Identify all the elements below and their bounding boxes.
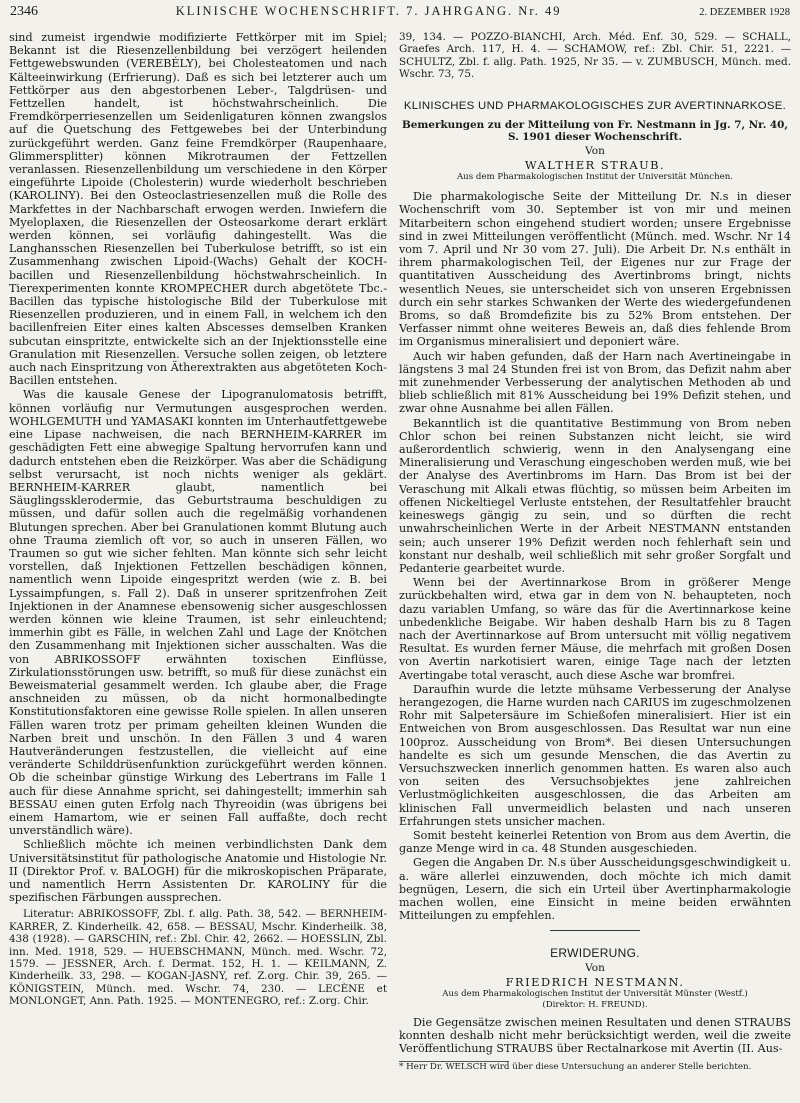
article-paragraph-7: Gegen die Angaben Dr. N.s über Ausscheidungsgeschwindigkeit u. a. wäre allerlei einzuwenden, doch möchte ich mich damit begnügen, Lesern, die sich ein Urteil über Avertinpharmakologie machen wollen, eine Einsicht in meine beiden erwähnten Mitteilungen zu empfehlen. (399, 856, 791, 923)
left-column (9, 31, 387, 1099)
reply-institute-line-2: (Direktor: H. FREUND). (542, 999, 648, 1010)
article-paragraph-5: Daraufhin wurde die letzte mühsame Verbesserung der Analyse herangezogen, die Harne wurden nach CARIUS im zugeschmolzenen Rohr mit Salpetersäure im Schießofen mineralisiert. Hier ist ein Entweichen von Brom ausgeschlossen. Das Resultat war nun eine 100proz. Ausscheidung von Brom*. Bei diesen Untersuchungen handelte es sich um gesunde Menschen, die das Avertin zu Versuchszwecken innerlich genommen hatten. Es waren also auch von seiten des Versuchsobjektes jene zahlreichen Verlustmöglichkeiten ausgeschlossen, die das Arbeiten am klinischen Fall unvermeidlich belasten und nach unseren Erfahrungen stets unsicher machen. (399, 682, 791, 828)
page-header (10, 4, 790, 28)
article-paragraph-4: Wenn bei der Avertinnarkose Brom in größerer Menge zurückbehalten wird, etwa gar in dem von N. behaupteten, noch dazu variablen Umfang, so wäre das für die Avertinnarkose keine unbedenkliche Beigabe. Wir haben deshalb Harn bis zu 8 Tagen nach der Avertinnarkose auf Brom untersucht mit völlig negativem Resultat. Es wurden ferner Mäuse, die mehrfach mit großen Dosen von Avertin narkotisiert waren, einige Tage nach der letzten Avertingabe total verascht, auch diese Asche war bromfrei. (399, 576, 791, 682)
reply-title: ERWIDERUNG. (550, 946, 640, 961)
article-paragraph-1: Die pharmakologische Seite der Mitteilung Dr. N.s in dieser Wochenschrift vom 30. September ist von mir und meinen Mitarbeitern schon eingehend studiert worden; unsere Ergebnisse sind in zwei Mitteilungen veröffentlicht (Münch. med. Wschr. Nr 14 vom 7. April und Nr 30 vom 27. Juli). Die Arbeit Dr. N.s enthält in ihrem pharmakologischen Teil, der Eigenes nur zur Frage der quantitativen Ausscheidung des Avertinbroms bringt, nichts wesentlich Neues, sie unterscheidet sich von unseren Ergebnissen durch ein sehr starkes Schwanken der Werte des wiedergefundenen Broms, so daß Bromdefizite bis zu 52% Brom entstehen. Der Verfasser nimmt ohne weiteres Beweis an, daß dies fehlende Brom im Organismus mineralisiert und deponiert wäre. (399, 190, 791, 349)
reply-institute-line-1: Aus dem Pharmakologischen Institut der Universität Münster (Westf.) (442, 989, 748, 999)
article-paragraph-6: Somit besteht keinerlei Retention von Brom aus dem Avertin, die ganze Menge wird in ca. 48 Stunden ausgeschieden. (399, 828, 791, 856)
right-column (399, 31, 791, 1099)
left-paragraph-2: Was die kausale Genese der Lipogranulomatosis betrifft, können vorläufig nur Vermutungen ausgesprochen werden. WOHLGEMUTH und YAMASAKI konnten im Unterhautfettgewebe eine Lipase nachweisen, die nach BERNHEIM-KARRER im geschädigten Fett eine abwegige Spaltung hervorrufen kann und dadurch entstehen eben die Reizkörper. Was aber die Schädigung selbst verursacht, ist noch nichts weniger als geklärt. BERNHEIM-KARRER glaubt, namentlich bei Säuglingssklerodermie, das Geburtstrauma beschuldigen zu müssen, und dafür sollen auch die regelmäßig vorhandenen Blutungen sprechen. Aber bei Granulationen kommt Blutung auch ohne Trauma ziemlich oft vor, so auch in unseren Fällen, wo Traumen so gut wie sicher fehlten. Man könnte sich sehr leicht vorstellen, daß Injektionen Fettzellen beschädigen können, namentlich wenn Lipoide eingespritzt werden (wie z. B. bei Lyssaimpfungen, s. Fall 2). Daß in unserer spritzenfrohen Zeit Injektionen in der Anamnese ebensowenig sicher ausgeschlossen werden können wie kleine Traumen, ist sehr einleuchtend; immerhin gibt es Fälle, in welchen Zahl und Lage der Knötchen den Zusammenhang mit Injektionen sicher ausschalten. Was die von ABRIKOSSOFF erwähnten toxischen Einflüsse, Zirkulationsstörungen usw. betrifft, so muß für diese zunächst ein Beweismaterial gesammelt werden. Ich glaube aber, die Frage anschneiden zu müssen, ob da nicht hormonalbedingte Konstitutionsfaktoren eine gewisse Rolle spielen. In allen unseren Fällen waren trotz per primam geheilten kleinen Wunden die Narben breit und unschön. In den Fällen 3 und 4 waren Hautveränderungen festzustellen, die vielleicht auf eine veränderte Schilddrüsenfunktion zurückgeführt werden können. Ob die scheinbar günstige Wirkung des Lebertrans im Falle 1 auch für diese Annahme spricht, sei dahingestellt; immerhin sah BESSAU einen guten Erfolg nach Thyreoidin (was übrigens bei einem Hamartom, wie er seinen Fall auffaßte, doch recht unverständlich wäre). (9, 388, 387, 838)
article-byline-von: Von (585, 144, 605, 157)
reply-paragraph: Die Gegensätze zwischen meinen Resultaten und denen STRAUBS konnten deshalb nicht mehr berücksichtigt werden, weil die zweite Veröffentlichung STRAUBS über Rectalnarkose mit Avertin (II. Aus- (399, 1016, 791, 1056)
article-title: KLINISCHES UND PHARMAKOLOGISCHES ZUR AVERTINNARKOSE. (403, 99, 787, 112)
literature-list-continued: 39, 134. — POZZO-BIANCHI, Arch. Méd. Enf. 30, 529. — SCHALL, Graefes Arch. 117, H. 4. — SCHAMOW, ref.: Zbl. Chir. 51, 2221. — SCHULTZ, Zbl. f. allg. Path. 1925, Nr 35. — v. ZUMBUSCH, Münch. med. Wschr. 73, 75. (399, 31, 791, 81)
left-paragraph-3: Schließlich möchte ich meinen verbindlichsten Dank dem Universitätsinstitut für pathologische Anatomie und Histologie Nr. II (Direktor Prof. v. BALOGH) für die mikroskopischen Präparate, und namentlich Herrn Assistenten Dr. KAROLINY für die spezifischen Färbungen aussprechen. (9, 838, 387, 905)
page-number: 2346 (10, 4, 38, 19)
issue-date: 2. DEZEMBER 1928 (699, 7, 790, 18)
journal-title: KLINISCHE WOCHENSCHRIFT. 7. JAHRGANG. Nr. 49 (175, 4, 562, 18)
literature-list: Literatur: ABRIKOSSOFF, Zbl. f. allg. Path. 38, 542. — BERNHEIM-KARRER, Z. Kinderheilk. 42, 658. — BESSAU, Mschr. Kinderheilk. 38, 438 (1928). — GARSCHIN, ref.: Zbl. Chir. 42, 2662. — HOESSLIN, Zbl. inn. Med. 1918, 529. — HUEBSCHMANN, Münch. med. Wschr. 72, 1579. — JESSNER, Arch. f. Dermat. 152, H. 1. — KEILMANN, Z. Kinderheilk. 33, 298. — KOGAN-JASNY, ref. Z.org. Chir. 39, 265. — KÖNIGSTEIN, Münch. med. Wschr. 74, 230. — LECÈNE et MONLONGET, Ann. Path. 1925. — MONTENEGRO, ref.: Z.org. Chir. (9, 908, 387, 1008)
reply-byline-von: Von (585, 961, 605, 974)
reply-institute (399, 989, 791, 1010)
reply-author: FRIEDRICH NESTMANN. (505, 974, 685, 989)
section-divider (550, 930, 640, 931)
article-subtitle: Bemerkungen zu der Mitteilung von Fr. Nestmann in Jg. 7, Nr. 40, S. 1901 dieser Wochenschrift. (401, 118, 789, 144)
footnote: * Herr Dr. WELSCH wird über diese Untersuchung an anderer Stelle berichten. (399, 1061, 752, 1072)
article-paragraph-3: Bekanntlich ist die quantitative Bestimmung von Brom neben Chlor schon bei reinen Substanzen nicht leicht, sie wird außerordentlich schwierig, wenn in den Analysengang eine Mineralisierung und Veraschung eingeschoben werden muß, wie bei der Analyse des Avertinbroms im Harn. Das Brom ist bei der Veraschung mit Alkali etwas flüchtig, so müssen beim Arbeiten im offenen Nickeltiegel Verluste entstehen, der Resultatfehler braucht keineswegs gängig zu sein, und so dürften die recht unwahrscheinlichen Werte in der Arbeit NESTMANN entstanden sein; auch unserer 19% Defizit werden noch fehlerhaft sein und konstant nur deshalb, weil schließlich mit sehr großer Sorgfalt und Pedanterie gearbeitet wurde. (399, 416, 791, 575)
article-institute: Aus dem Pharmakologischen Institut der Universität München. (456, 172, 734, 183)
left-paragraph-1: sind zumeist irgendwie modifizierte Fettkörper mit im Spiel; Bekannt ist die Riesenzellenbildung bei verzögert heilenden Fettgewebswunden (VEREBÉLY), bei Cholesteatomen und nach Kälteeinwirkung (Erfrierung). Daß es sich bei letzterer auch um Fettkörper aus den abgestorbenen Leber-, Talgdrüsen- und Fettzellen handelt, ist höchstwahrscheinlich. Die Fremdkörperriesenzellen um Seidenligaturen können zwangslos auf die Quetschung des Fettgewebes bei der Unterbindung zurückgeführt werden. Ganz feine Fremdkörper (Raupenhaare, Glimmersplitter) können Mikrotraumen der Fettzellen veranlassen. Riesenzellenbildung um verschiedene in den Körper eingeführte Lipoide (Cholesterin) wurde wiederholt beschrieben (KAROLINY). Bei den Osteoclastriesenzellen muß die Rolle des Markfettes in der Nachbarschaft erwogen werden. Inwiefern die Myeloplaxen, die Riesenzellen der Osteosarkome derart erklärt werden können, sei vorläufig dahingestellt. Was die Langhansschen Riesenzellen bei Tuberkulose betrifft, so ist ein Zusammenhang zwischen Lipoid-(Wachs) Gehalt der KOCH-bacillen und Riesenzellenbildung höchstwahrscheinlich. In Tierexperimenten konnte KROMPECHER durch abgetötete Tbc.-Bacillen das typische histologische Bild der Tuberkulose mit Riesenzellen produzieren, und in einem Fall, in welchem ich den bacillenfreien Eiter eines kalten Abscesses demselben Kranken subcutan einspritzte, entwickelte sich an der Injektionsstelle eine Granulation mit Riesenzellen. Versuche sollen zeigen, ob letztere auch nach Einspritzung von Ätherextrakten aus abgetöteten Koch-Bacillen entstehen. (9, 31, 387, 388)
article-paragraph-2: Auch wir haben gefunden, daß der Harn nach Avertineingabe in längstens 3 mal 24 Stunden frei ist von Brom, das Defizit nahm aber mit zunehmender Verbesserung der analytischen Methoden ab und blieb schließlich mit 81% Ausscheidung bei 19% Defizit stehen, und zwar ohne Ausnahme bei allen Fällen. (399, 349, 791, 416)
article-author: WALTHER STRAUB. (524, 158, 666, 173)
